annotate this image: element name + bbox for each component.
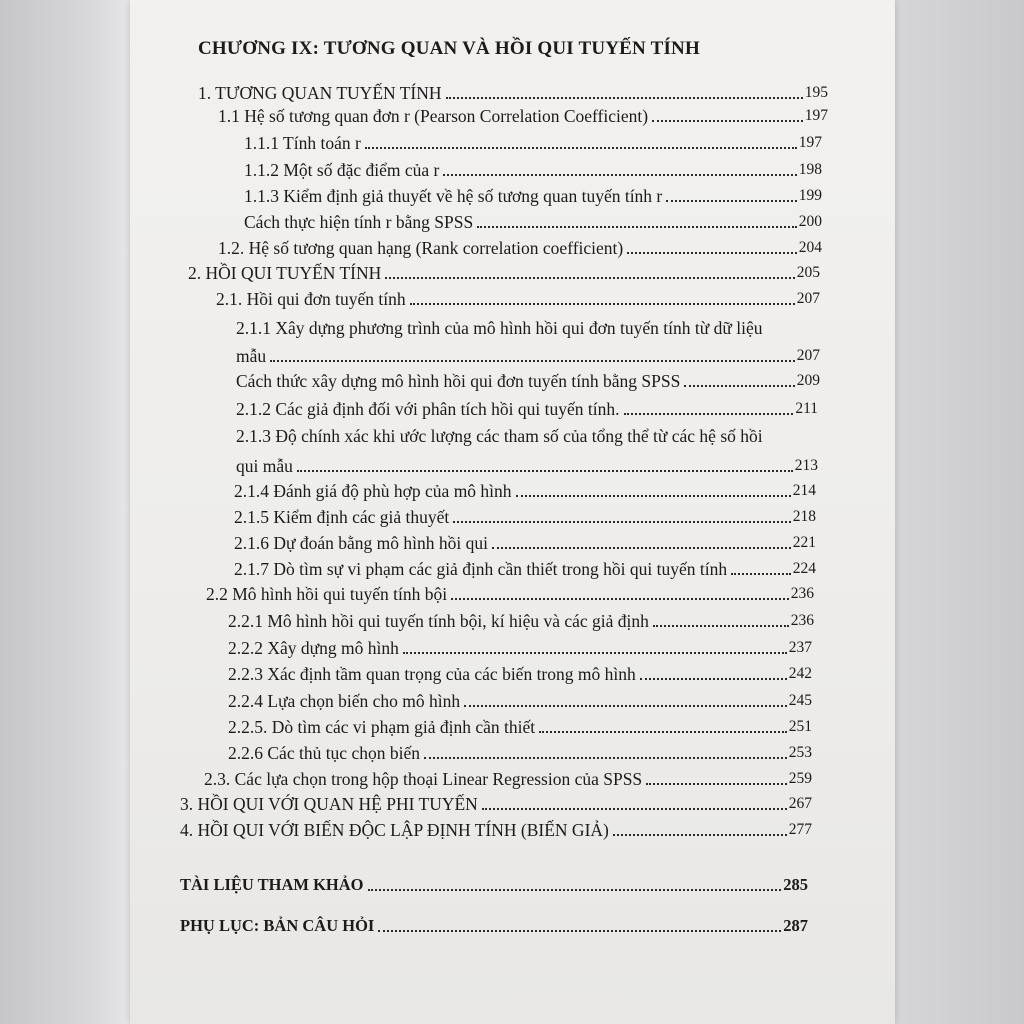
toc-entry-1-spss[interactable] [244,206,822,232]
toc-page-number: 197 [804,107,828,124]
dot-leader [453,521,790,523]
dot-leader [378,930,781,932]
toc-entry-label: 4. HỒI QUI VỚI BIẾN ĐỘC LẬP ĐỊNH TÍNH (BIẾN GIẢ) [180,820,609,840]
toc-entry-2-1-4[interactable] [234,475,816,501]
toc-entry-label: 1.1.1 Tính toán r [244,133,361,153]
table-of-contents [130,0,895,1024]
dot-leader [666,200,796,202]
dot-leader [731,573,791,575]
toc-entry-2[interactable] [188,257,820,283]
toc-entry-label: 2.1.5 Kiểm định các giả thuyết [234,507,450,527]
toc-entry-label: 2.1.6 Dự đoán bằng mô hình hồi qui [234,533,488,553]
toc-page-number: 213 [794,457,818,474]
toc-page-number: 198 [798,161,822,178]
dot-leader [613,834,787,836]
toc-entry-1-1-3[interactable] [244,180,822,206]
toc-entry-label: 2.1.2 Các giả định đối với phân tích hồi qui tuyến tính. [236,399,620,419]
toc-page-number: 207 [796,290,820,307]
toc-entry-2-2-4[interactable] [228,685,812,711]
toc-entry-label: 3. HỒI QUI VỚI QUAN HỆ PHI TUYẾN [180,794,478,814]
toc-entry-1-1-1[interactable] [244,127,822,153]
toc-entry-2-1-6[interactable] [234,527,816,553]
dot-leader [368,889,782,891]
dot-leader [482,808,787,810]
toc-entry-2-2[interactable] [206,578,814,604]
toc-entry-3[interactable] [180,788,812,814]
toc-entry-1-1[interactable] [218,100,828,126]
toc-entry-4[interactable] [180,814,812,840]
dot-leader [451,598,789,600]
toc-page-number: 277 [788,821,812,838]
toc-page-number: 236 [790,585,814,602]
book-page [130,0,895,1024]
dot-leader [446,97,803,99]
toc-page-number: 221 [792,534,816,551]
toc-page-number: 200 [798,213,822,230]
toc-entry-2-1-1-line1[interactable]: 2.1.1 Xây dựng phương trình của mô hình hồi qui đơn tuyến tính từ dữ liệu [236,318,763,338]
dot-leader [297,470,793,472]
toc-entry-label: Cách thức xây dựng mô hình hồi qui đơn tuyến tính bằng SPSS [236,371,681,391]
toc-entry-label: 1.2. Hệ số tương quan hạng (Rank correlation coefficient) [218,238,624,258]
toc-entry-label: 1.1.3 Kiểm định giả thuyết về hệ số tương quan tuyến tính r [244,186,663,206]
toc-page-number: 209 [796,372,820,389]
dot-leader [492,547,791,549]
toc-page-number: 197 [798,134,822,151]
toc-page-number: 242 [788,665,812,682]
dot-leader [403,652,787,654]
toc-page-number: 237 [788,639,812,656]
toc-entry-2-1-spss[interactable] [236,365,820,391]
toc-page-number: 267 [788,795,812,812]
toc-entry-label: mẫu [236,346,267,366]
toc-entry-label: 2.1. Hồi qui đơn tuyến tính [216,289,406,309]
toc-entry-label: 2.2.6 Các thủ tục chọn biến [228,743,420,763]
toc-page-number: 259 [788,770,812,787]
toc-entry-2-1-7[interactable] [234,553,816,579]
toc-entry-appendix[interactable] [180,910,808,936]
toc-entry-label: 2.2.2 Xây dựng mô hình [228,638,399,658]
dot-leader [410,303,795,305]
toc-entry-2-2-3[interactable] [228,658,812,684]
toc-page-number: 195 [804,84,828,101]
toc-entry-label: 2.2.1 Mô hình hồi qui tuyến tính bội, kí hiệu và các giả định [228,611,649,631]
toc-page-number: 207 [796,347,820,364]
toc-page-number: 205 [796,264,820,281]
toc-entry-label: 2.2.5. Dò tìm các vi phạm giả định cần thiết [228,717,536,737]
toc-page-number: 236 [790,612,814,629]
toc-entry-label: 2.2.4 Lựa chọn biến cho mô hình [228,691,461,711]
toc-entry-2-1-2[interactable] [236,393,818,419]
dot-leader [539,731,787,733]
toc-entry-2-2-2[interactable] [228,632,812,658]
toc-entry-label: 2.1.4 Đánh giá độ phù hợp của mô hình [234,481,512,501]
toc-entry-2-1-5[interactable] [234,501,816,527]
dot-leader [477,226,797,228]
toc-entry-2-1[interactable] [216,283,820,309]
toc-page-number: 211 [795,400,818,417]
toc-entry-label: 1. TƯƠNG QUAN TUYẾN TÍNH [198,83,442,103]
dot-leader [516,495,791,497]
dot-leader [646,783,787,785]
toc-entry-label: 1.1 Hệ số tương quan đơn r (Pearson Correlation Coefficient) [218,106,649,126]
chapter-title: CHƯƠNG IX: TƯƠNG QUAN VÀ HỒI QUI TUYẾN TÍNH [198,38,700,59]
dot-leader [464,705,787,707]
toc-entry-2-3[interactable] [204,763,812,789]
toc-entry-references[interactable] [180,869,808,895]
toc-page-number: 199 [798,187,822,204]
dot-leader [365,147,797,149]
toc-page-number: 285 [783,875,808,894]
toc-entry-2-1-1[interactable] [236,340,820,366]
toc-entry-2-2-6[interactable] [228,737,812,763]
toc-entry-1-1-2[interactable] [244,154,822,180]
toc-entry-1-2[interactable] [218,232,822,258]
dot-leader [443,174,796,176]
dot-leader [652,120,803,122]
toc-page-number: 253 [788,744,812,761]
toc-page-number: 218 [792,508,816,525]
toc-entry-label: 1.1.2 Một số đặc điểm của r [244,160,440,180]
toc-entry-2-1-3[interactable] [236,450,818,476]
dot-leader [385,277,794,279]
toc-entry-2-2-5[interactable] [228,711,812,737]
toc-entry-label: PHỤ LỤC: BẢN CÂU HỎI [180,916,375,935]
toc-entry-label: 2.3. Các lựa chọn trong hộp thoại Linear Regression của SPSS [204,769,643,789]
toc-page-number: 287 [783,916,808,935]
dot-leader [627,252,797,254]
dot-leader [270,360,795,362]
toc-entry-label: qui mẫu [236,456,293,476]
toc-entry-2-1-3-line1[interactable]: 2.1.3 Độ chính xác khi ước lượng các tham số của tổng thể từ các hệ số hồi [236,426,763,446]
toc-entry-label: 2.2.3 Xác định tầm quan trọng của các biến trong mô hình [228,664,636,684]
toc-entry-label: 2.2 Mô hình hồi qui tuyến tính bội [206,584,448,604]
dot-leader [424,757,787,759]
toc-entry-label: TÀI LIỆU THAM KHẢO [180,875,364,894]
toc-page-number: 224 [792,560,816,577]
toc-entry-label: 2. HỒI QUI TUYẾN TÍNH [188,263,382,283]
toc-entry-2-2-1[interactable] [228,605,814,631]
toc-entry-label: 2.1.7 Dò tìm sự vi phạm các giả định cần thiết trong hồi qui tuyến tính [234,559,728,579]
dot-leader [684,385,794,387]
toc-entry-label: Cách thực hiện tính r bằng SPSS [244,212,474,232]
toc-page-number: 251 [788,718,812,735]
dot-leader [653,625,789,627]
dot-leader [624,413,794,415]
toc-page-number: 245 [788,692,812,709]
dot-leader [640,678,787,680]
toc-page-number: 214 [792,482,816,499]
toc-page-number: 204 [798,239,822,256]
